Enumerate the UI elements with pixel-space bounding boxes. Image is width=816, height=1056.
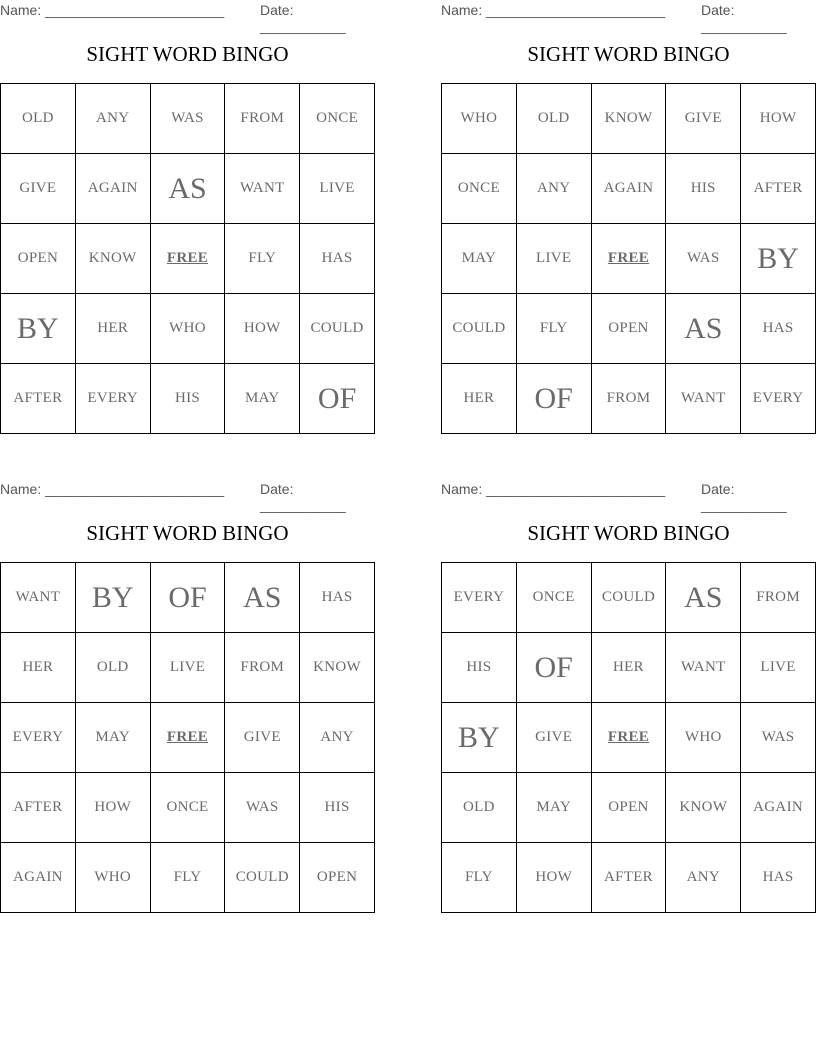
bingo-cell: HIS — [442, 633, 517, 703]
bingo-cell: EVERY — [442, 563, 517, 633]
bingo-grid — [0, 83, 375, 434]
bingo-cell: HAS — [300, 563, 375, 633]
bingo-cell: OLD — [1, 84, 76, 154]
bingo-cell: BY — [442, 703, 517, 773]
bingo-cell: ANY — [666, 843, 741, 913]
bingo-cell: LIVE — [741, 633, 816, 703]
card-header — [0, 481, 375, 513]
name-field-label: Name: _______________________ — [441, 481, 666, 497]
date-field-label: Date: ___________ — [260, 481, 346, 513]
bingo-cell: HER — [442, 364, 517, 434]
card-title: SIGHT WORD BINGO — [527, 521, 730, 545]
bingo-cell: HAS — [741, 294, 816, 364]
bingo-cell: FROM — [592, 364, 667, 434]
bingo-cell: COULD — [592, 563, 667, 633]
bingo-cell: EVERY — [76, 364, 151, 434]
bingo-cell: OPEN — [592, 294, 667, 364]
free-space-cell: FREE — [592, 224, 667, 294]
bingo-cell: KNOW — [76, 224, 151, 294]
date-field-label: Date: ___________ — [701, 2, 787, 34]
bingo-cell: ONCE — [442, 154, 517, 224]
bingo-cell: WAS — [741, 703, 816, 773]
bingo-cell: OLD — [517, 84, 592, 154]
bingo-cell: OPEN — [592, 773, 667, 843]
bingo-cell: ANY — [76, 84, 151, 154]
bingo-cell: GIVE — [1, 154, 76, 224]
bingo-cell: FROM — [741, 563, 816, 633]
card-header — [441, 481, 816, 513]
bingo-cell: FLY — [517, 294, 592, 364]
card-header — [0, 2, 375, 34]
bingo-cell: HIS — [300, 773, 375, 843]
bingo-cell: OPEN — [300, 843, 375, 913]
bingo-cell: AGAIN — [1, 843, 76, 913]
card-title: SIGHT WORD BINGO — [86, 521, 289, 545]
bingo-cell: HIS — [151, 364, 226, 434]
bingo-cell: AGAIN — [592, 154, 667, 224]
bingo-cell: ANY — [300, 703, 375, 773]
free-space-cell: FREE — [592, 703, 667, 773]
bingo-cell: WANT — [666, 364, 741, 434]
bingo-cell: HOW — [517, 843, 592, 913]
date-field-label: Date: ___________ — [701, 481, 787, 513]
bingo-cell: GIVE — [517, 703, 592, 773]
bingo-cell: HER — [592, 633, 667, 703]
free-space-cell: FREE — [151, 224, 226, 294]
bingo-cell: AGAIN — [76, 154, 151, 224]
bingo-cell: OLD — [76, 633, 151, 703]
bingo-cell: LIVE — [517, 224, 592, 294]
bingo-cell: GIVE — [666, 84, 741, 154]
bingo-cell: EVERY — [1, 703, 76, 773]
bingo-cell: MAY — [442, 224, 517, 294]
bingo-cell: MAY — [225, 364, 300, 434]
name-field-label: Name: _______________________ — [441, 2, 666, 18]
bingo-cell: BY — [76, 563, 151, 633]
date-field-label: Date: ___________ — [260, 2, 346, 34]
bingo-cell: AS — [225, 563, 300, 633]
bingo-cell: GIVE — [225, 703, 300, 773]
bingo-cell: OF — [517, 633, 592, 703]
name-field-label: Name: _______________________ — [0, 2, 225, 18]
bingo-cell: OF — [300, 364, 375, 434]
bingo-cell: AFTER — [741, 154, 816, 224]
bingo-cell: WANT — [666, 633, 741, 703]
bingo-cell: HAS — [741, 843, 816, 913]
bingo-cell: OF — [517, 364, 592, 434]
bingo-cell: COULD — [225, 843, 300, 913]
bingo-cell: HER — [76, 294, 151, 364]
bingo-cell: HER — [1, 633, 76, 703]
bingo-cell: ONCE — [517, 563, 592, 633]
bingo-cell: AGAIN — [741, 773, 816, 843]
bingo-cell: ONCE — [300, 84, 375, 154]
bingo-cell: KNOW — [300, 633, 375, 703]
bingo-grid — [441, 83, 816, 434]
bingo-cell: AS — [151, 154, 226, 224]
name-field-label: Name: _______________________ — [0, 481, 225, 497]
bingo-cell: BY — [1, 294, 76, 364]
card-header — [441, 2, 816, 34]
bingo-cell: ONCE — [151, 773, 226, 843]
bingo-cell: WHO — [442, 84, 517, 154]
bingo-cell: OLD — [442, 773, 517, 843]
bingo-cell: WHO — [76, 843, 151, 913]
card-title: SIGHT WORD BINGO — [527, 42, 730, 66]
bingo-cell: EVERY — [741, 364, 816, 434]
card-title: SIGHT WORD BINGO — [86, 42, 289, 66]
bingo-cell: WAS — [151, 84, 226, 154]
bingo-cell: FROM — [225, 633, 300, 703]
bingo-cell: FLY — [442, 843, 517, 913]
bingo-cell: OF — [151, 563, 226, 633]
bingo-cell: KNOW — [666, 773, 741, 843]
bingo-cell: COULD — [442, 294, 517, 364]
bingo-cell: MAY — [517, 773, 592, 843]
bingo-cell: HOW — [741, 84, 816, 154]
bingo-cell: HOW — [225, 294, 300, 364]
bingo-cell: ANY — [517, 154, 592, 224]
bingo-cell: LIVE — [151, 633, 226, 703]
bingo-cell: FLY — [151, 843, 226, 913]
bingo-cell: WANT — [1, 563, 76, 633]
bingo-cell: WHO — [151, 294, 226, 364]
bingo-cell: COULD — [300, 294, 375, 364]
bingo-cell: WAS — [225, 773, 300, 843]
bingo-cell: WAS — [666, 224, 741, 294]
bingo-cell: AS — [666, 563, 741, 633]
bingo-cell: HOW — [76, 773, 151, 843]
bingo-grid — [0, 562, 375, 913]
bingo-cell: LIVE — [300, 154, 375, 224]
bingo-cell: WHO — [666, 703, 741, 773]
bingo-cell: BY — [741, 224, 816, 294]
bingo-cell: KNOW — [592, 84, 667, 154]
bingo-cell: MAY — [76, 703, 151, 773]
bingo-cell: AS — [666, 294, 741, 364]
bingo-cell: FLY — [225, 224, 300, 294]
free-space-cell: FREE — [151, 703, 226, 773]
bingo-cell: AFTER — [592, 843, 667, 913]
bingo-cell: OPEN — [1, 224, 76, 294]
bingo-cell: HIS — [666, 154, 741, 224]
bingo-cell: FROM — [225, 84, 300, 154]
bingo-cell: HAS — [300, 224, 375, 294]
bingo-grid — [441, 562, 816, 913]
bingo-cell: WANT — [225, 154, 300, 224]
bingo-cell: AFTER — [1, 773, 76, 843]
bingo-cell: AFTER — [1, 364, 76, 434]
